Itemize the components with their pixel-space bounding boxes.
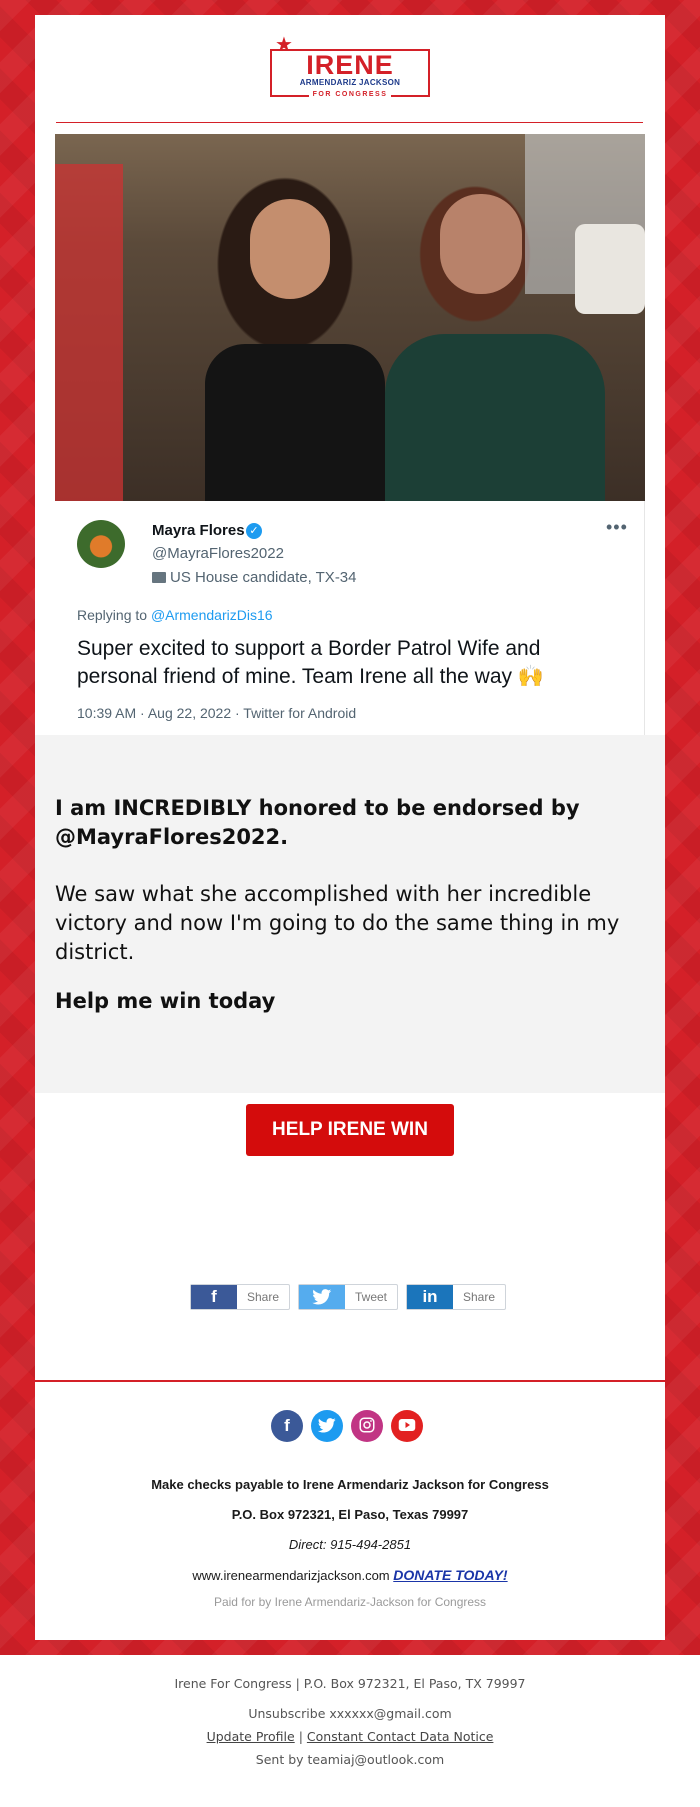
website-url[interactable]: www.irenearmendarizjackson.com xyxy=(192,1568,390,1583)
instagram-icon[interactable] xyxy=(351,1410,383,1442)
message-cta-text: Help me win today xyxy=(55,989,276,1013)
update-profile-link[interactable]: Update Profile xyxy=(206,1729,295,1744)
header-divider xyxy=(56,122,643,123)
donate-link[interactable]: DONATE TODAY! xyxy=(393,1567,508,1583)
sender-address: Irene For Congress | P.O. Box 972321, El Paso, TX 79997 xyxy=(174,1676,526,1691)
message-headline: I am INCREDIBLY honored to be endorsed by @MayraFlores2022. xyxy=(55,796,580,849)
replying-to-link[interactable]: @ArmendarizDis16 xyxy=(150,607,273,623)
website-line xyxy=(35,1567,665,1583)
tweet-replying: Replying to @ArmendarizDis16 xyxy=(77,607,273,623)
campaign-logo xyxy=(270,34,430,98)
message-block xyxy=(35,735,665,1093)
sent-by-text: Sent by teamiaj@outlook.com xyxy=(255,1752,445,1767)
tweet-author-label: US House candidate, TX-34 xyxy=(170,569,357,586)
endorsement-photo xyxy=(55,134,645,501)
star-icon: ★ xyxy=(275,34,293,56)
tweet-author: Mayra Flores xyxy=(152,522,245,539)
direct-phone: Direct: 915-494-2851 xyxy=(288,1537,412,1552)
twitter-icon[interactable] xyxy=(311,1410,343,1442)
mailing-address: P.O. Box 972321, El Paso, Texas 79997 xyxy=(231,1507,469,1522)
checks-payable-text: Make checks payable to Irene Armendariz Jackson for Congress xyxy=(151,1477,549,1492)
logo-for-congress: FOR CONGRESS xyxy=(309,91,392,98)
twitter-share-button[interactable]: Tweet xyxy=(298,1284,398,1310)
email-card xyxy=(35,15,665,1640)
help-irene-win-button[interactable]: HELP IRENE WIN xyxy=(246,1104,454,1156)
twitter-bird-icon xyxy=(299,1285,345,1309)
more-options-icon[interactable]: ••• xyxy=(606,517,628,537)
linkedin-icon: in xyxy=(407,1285,453,1309)
youtube-icon[interactable] xyxy=(391,1410,423,1442)
facebook-share-button[interactable]: f Share xyxy=(190,1284,290,1310)
logo-subtitle: ARMENDARIZ JACKSON xyxy=(299,78,401,87)
data-notice-link[interactable]: Constant Contact Data Notice xyxy=(306,1729,494,1744)
avatar xyxy=(77,520,125,568)
tweet-meta: 10:39 AM · Aug 22, 2022 · Twitter for Android xyxy=(77,705,357,721)
tweet-text: Super excited to support a Border Patrol Wife and personal friend of mine. Team Irene all the way 🙌 xyxy=(77,637,544,688)
paid-for-disclaimer: Paid for by Irene Armendariz-Jackson for Congress xyxy=(213,1595,487,1609)
verified-badge-icon: ✓ xyxy=(246,523,262,539)
linkedin-share-button[interactable]: in Share xyxy=(406,1284,506,1310)
footer-divider xyxy=(35,1380,665,1382)
facebook-icon: f xyxy=(191,1285,237,1309)
tweet-handle: @MayraFlores2022 xyxy=(152,545,284,562)
ballot-box-icon xyxy=(152,572,166,583)
facebook-icon[interactable]: f xyxy=(271,1410,303,1442)
message-body: We saw what she accomplished with her incredible victory and now I'm going to do the same thing in my district. xyxy=(55,882,620,964)
profile-links: Update Profile | Constant Contact Data Notice xyxy=(206,1729,494,1744)
unsubscribe-link[interactable]: Unsubscribe xxxxxx@gmail.com xyxy=(248,1706,452,1721)
tweet-embed[interactable] xyxy=(55,501,645,741)
logo-name: IRENE xyxy=(306,50,394,80)
